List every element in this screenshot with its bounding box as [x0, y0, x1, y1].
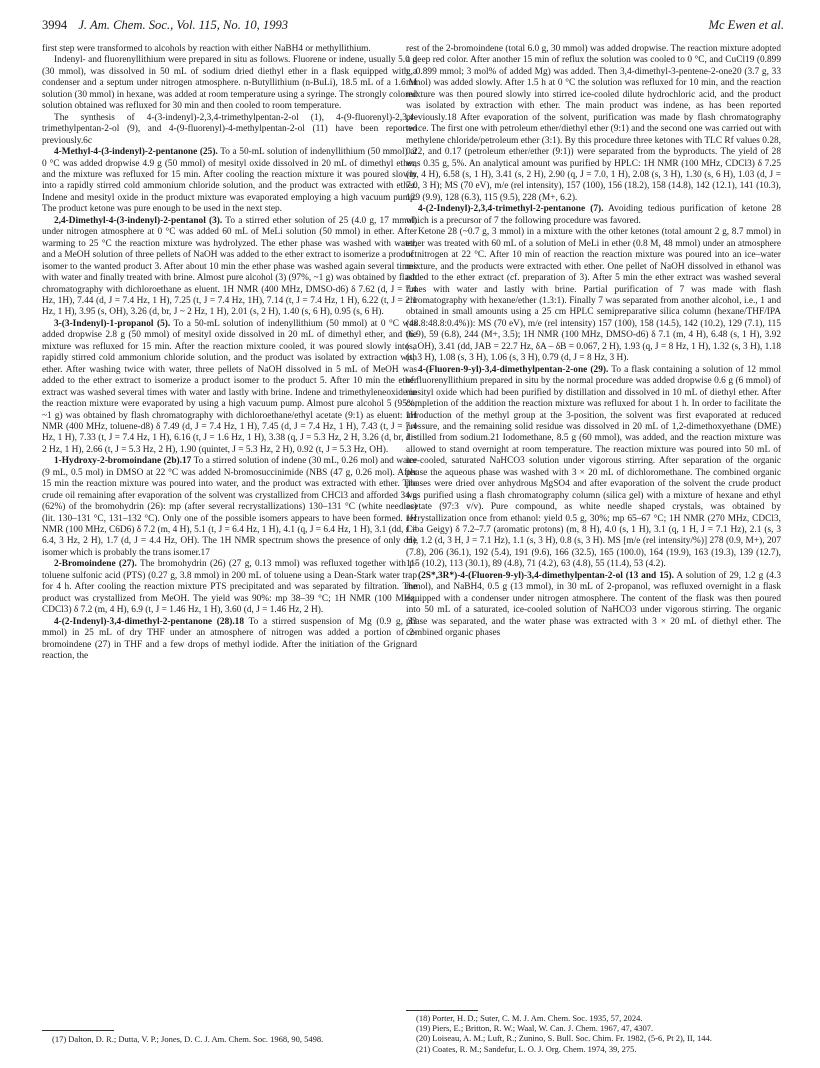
paragraph-heading: 2-Bromoindene (27). — [54, 559, 137, 570]
paragraph-text: A solution of 29, 1.2 g (4.3 mmol), and NaBH4, 0.5 g (13 mmol), in 30 mL of 2-propanol, was refluxed overnight in a flask equipped with a condenser under nitrogen atmosphere. The content of the flask was then poured into 50 mL of a saturated, ice-cooled solution of NaHCO3 under vigorous stirring. The organic phase was separated, and the water phase was extracted with 3 × 20 mL of diethyl ether. The combined organic phases — [406, 570, 781, 639]
paragraph-heading: 4-(2-Indenyl)-3,4-dimethyl-2-pentanone (28).18 — [54, 616, 245, 627]
paragraph-text: The synthesis of 4-(3-indenyl)-2,3,4-trimethylpentan-2-ol (1), 4-(9-fluorenyl)-2,3,4-trimethylpentan-2-ol (9), and 4-(9-fluorenyl)-4-methylpentan-2-ol (11) have been reported previously.6c — [42, 112, 417, 146]
paragraph-text: The bromohydrin (26) (27 g, 0.13 mmol) was refluxed together with p-toluene sulfonic acid (PTS) (0.27 g, 3.8 mmol) in 200 mL of toluene using a Dean-Stark water trap for 4 h. After cooling the reaction mixture PTS precipitated and was separated by filtration. The product was crystallized from MeOH. The yield was 90%: mp 38–39 °C; 1H NMR (100 MHz, CDCl3) δ 7.2 (m, 4 H), 6.9 (t, J = 1.46 Hz, 1 H), 3.60 (d, J = 1.46 Hz, 2 H). — [42, 559, 417, 616]
left-footnotes — [42, 1034, 417, 1044]
paragraph — [42, 113, 417, 147]
paragraph-text: Ketone 28 (~0.7 g, 3 mmol) in a mixture with the other ketones (total amount 2 g, 8.7 mmol) in ether was treated with 60 mL of a solution of MeLi in ether (0.8 M, 48 mmol) under an atmosphere of nitrogen at 22 °C. After 10 min of reaction the reaction mixture was poured into an ice–water mixture, and the products were extracted with ether. One pellet of NaOH dissolved in ethanol was added to the ether extract (cf. preparation of 3). After 5 min the ether extract was washed several times with water and lastly with brine. Partial purification of 7 was made with flash chromatography with hexane/ether (1.3:1). Finally 7 was separated from another alcohol, i.e., 1 and obtained in small amounts using a 25 cm HPLC semipreparative silica column (hexane/THF/IPA (48.8:48.8:0.4%)): MS (70 eV), m/e (rel intensity) 157 (100), 158 (14.5), 142 (10.2), 129 (7.1), 115 (6.9), 59 (6.8), 244 (M+, 3.5); 1H NMR (100 MHz, DMSO-d6) δ 7.1 (m, 4 H), 6.48 (s, 1 H), 3.92 (s, OH), 3.41 (dd, JAB = 22.7 Hz, δA – δB = 0.067, 2 H), 1.93 (q, J = 8 Hz, 1 H), 1.32 (s, 3 H), 1.18 (s, 3 H), 1.08 (s, 3 H), 1.06 (s, 3 H), 0.79 (d, J = 8 Hz, 3 H). — [406, 227, 781, 364]
header-authors: Mc Ewen et al. — [708, 18, 784, 32]
paragraph — [42, 55, 417, 112]
paragraph-heading: (2S*,3R*)-4-(Fluoren-9-yl)-3,4-dimethylpentan-2-ol (13 and 15). — [418, 570, 674, 581]
footnote: (20) Loiseau, A. M.; Luft, R.; Zunino, S. Bull. Soc. Chim. Fr. 1982, (5-6, Pt 2), II, 144. — [416, 1033, 712, 1044]
right-footnote-rule — [406, 1010, 478, 1011]
paragraph-text: To a 50-mL solution of indenyllithium (50 mmol) at 0 °C was added dropwise 2.8 g (50 mmol) of mesityl oxide dissolved in 20 mL of dimethyl ether, and the mixture was refluxed for 15 min. After the reaction mixture cooled, it was poured slowly into a rapidly stirred cold ammonium chloride solution, and the product was isolated by extraction with ether. After washing twice with water, three pellets of NaOH dissolved in 5 mL of MeOH was added to the ether extract to isomerize a product isomer to the product 5. After 10 min the ether extract was washed several times with water and lastly with brine. Indene and trimethyleneoxide in the reaction mixture were evaporated by using a high vacuum pump. Almost pure alcohol 5 (95%, ~1 g) was obtained by flash chromatography with dichloroethane/ethyl acetate (9:1) as eluent: 1H NMR (400 MHz, toluene-d8) δ 7.49 (d, J = 7.4 Hz, 1 H), 7.45 (d, J = 7.4 Hz, 1 H), 7.43 (t, J = 7.4 Hz, 1 H), 7.33 (t, J = 7.4 Hz, 1 H), 6.16 (t, J = 1.6 Hz, 1 H), 3.38 (q, J = 5.3 Hz, 2 H, 3.26 (d, br, J ~ 2 Hz, 1 H), 2.66 (t, J = 5.3 Hz, 2 H), 1.90 (quintet, J = 5.3 Hz, 2 H), 0.92 (t, J = 5.3 Hz, OH). — [42, 318, 417, 455]
paragraph — [42, 319, 417, 456]
footnote: (18) Porter, H. D.; Suter, C. M. J. Am. Chem. Soc. 1935, 57, 2024. — [416, 1013, 643, 1023]
paragraph — [42, 216, 417, 319]
footnote: (17) Dalton, D. R.; Dutta, V. P.; Jones, D. C. J. Am. Chem. Soc. 1968, 90, 5498. — [52, 1034, 324, 1044]
paragraph-text: To a 50-mL solution of indenyllithium (50 mmol) at 0 °C was added dropwise 4.9 g (50 mmol) of mesityl oxide dissolved in 20 mL of dimethyl ether, and the mixture was refluxed for 15 min. After cooling the reaction mixture it was poured slowly into a rapidly stirred cold ammonium chloride solution, and the product was extracted with ether. Indene and mesityl oxide in the product mixture was evaporated employing a high vacuum pump. The product ketone was pure enough to be used in the next step. — [42, 147, 417, 215]
paragraph-heading: 3-(3-Indenyl)-1-propanol (5). — [54, 318, 171, 329]
paragraph-text: rest of the 2-bromoindene (total 6.0 g, 30 mmol) was added dropwise. The reaction mixture adopted a deep red color. After another 15 min of reflux the solution was cooled to 0 °C, and CuCl19 (0.899 g, 0.899 mmol; 3 mol% of added Mg) was added. Then 3,4-dimethyl-3-pentene-2-one20 (3.7 g, 33 mmol) was added slowly. After 1.5 h at 0 °C the solution was refluxed for 10 min, and the reaction mixture was then poured slowly into stirred ice-cooled dilute hydrochloric acid, and the product was isolated by extraction with ether. The main product was indene, as has been reported previously.18 After evaporation of the solvent, purification was made by flash chromatography twice. The first one with petroleum ether/diethyl ether (9:1) and the second one was carried out with methylene chloride/petroleum ether (3:1). By this procedure three ketones with TLC Rf values 0.28, 0.22, and 0.17 (petroleum ether/ether (9:1)) were separated from the byproducts. The yield of 28 was 0.35 g, 5%. An analytical amount was purified by HPLC: 1H NMR (100 MHz, CDCl3) δ 7.25 (m, 4 H), 6.58 (s, 1 H), 3.41 (s, 2 H), 2.90 (q, J = 7.0, 1 H), 2.08 (s, 3 H), 1.30 (s, 6 H), 1.03 (d, J = 7.0, 3 H); MS (70 eV), m/e (rel intensity), 157 (100), 156 (18.2), 158 (14.8), 142 (12.1), 141 (10.3), 129 (9.9), 128 (6.3), 115 (9.5), 228 (M+, 6.2). — [406, 44, 781, 203]
right-column — [406, 44, 781, 640]
paragraph-text: To a flask containing a solution of 12 mmol of fluorenyllithium prepared in situ by the normal procedure was added dropwise 0.6 g (6 mmol) of mesityl oxide which had been purified by distillation and dissolved in 10 mL of diethyl ether. After completion of the addition the reaction mixture was refluxed for about 1 h. In order to facilitate the introduction of the methyl group at the 3-position, the solvent was first evaporated at reduced pressure, and the remaining solid residue was dissolved in 20 mL of 1,2-dimethoxyethane (DME) distilled from sodium.21 Iodomethane, 8.5 g (60 mmol), was added, and the reaction mixture was allowed to stand overnight at room temperature. The reaction mixture was poured into 50 mL of ice-cooled, saturated NaHCO3 solution under vigorous stirring. After separation of the organic phase the aqueous phase was washed with 3 × 20 mL of dichloromethane. The combined organic phases were dried over anhydrous MgSO4 and after evaporation of the solvent the crude product was purified using a flash chromatography column (silica gel) with a mixture of hexane and ethyl acetate (97:3 v/v). Pure compound, as white needle shaped crystals, was obtained by recrystallization once from ethanol: yield 0.5 g, 30%; mp 65–67 °C; 1H NMR (270 MHz, CDCl3, Ciba Geigy) δ 7.2–7.7 (aromatic protons) (m, 8 H), 4.0 (s, 1 H), 3.1 (q, 1 H, J = 7.1 Hz), 2.1 (s, 3 H), 1.2 (d, 3 H, J = 7.1 Hz), 1.1 (s, 3 H), 0.8 (s, 3 H). MS [m/e (rel intensity/%)] 278 (0.9, M+), 207 (7.8), 206 (36.1), 192 (5.4), 191 (9.6), 166 (32.5), 165 (100.0), 164 (19.9), 163 (19.3), 139 (12.7), 115 (10.2), 113 (30.1), 89 (4.8), 71 (4.2), 63 (4.8), 55 (11.4), 53 (4.2). — [406, 364, 781, 570]
paragraph — [42, 617, 417, 663]
left-column — [42, 44, 417, 662]
paragraph-heading: 4-Methyl-4-(3-indenyl)-2-pentanone (25). — [54, 147, 218, 158]
right-footnotes — [406, 1013, 781, 1054]
paragraph — [42, 456, 417, 559]
paragraph — [406, 571, 781, 640]
paragraph-heading: 1-Hydroxy-2-bromoindane (2b).17 — [54, 456, 192, 467]
page-number: 3994 — [42, 18, 68, 32]
paragraph — [406, 204, 781, 227]
paragraph-heading: 4-(Fluoren-9-yl)-3,4-dimethylpentan-2-one (29). — [418, 364, 609, 375]
footnote: (19) Piers, E.; Britton, R. W.; Waal, W. Can. J. Chem. 1967, 47, 4307. — [416, 1023, 654, 1034]
paragraph — [42, 44, 417, 55]
paragraph-text: To a stirred solution of indene (30 mL, 0.26 mol) and water (9 mL, 0.5 mol) in DMSO at 22 °C was added N-bromosuccinimide (NBS (47 g, 0.26 mol). After 15 min the reaction mixture was poured into water, and the product was extracted with ether. The crude oil remaining after evaporation of the solvent was crystallized from CHCl3 and afforded 34 g (62%) of the bromohydrin (26): mp (after several recrystallizations) 130–131 °C (white needles) (lit. 130–131 °C, 131–132 °C). Only one of the possible isomers appears to have been formed. 1H NMR (100 MHz, C6D6) δ 7.2 (m, 4 H), 5.1 (t, J = 6.4 Hz, 1 H), 4.1 (q, J = 6.4 Hz, 1 H), 3.1 (dd, J = 6.4, 3 Hz, 2 H), 1.7 (d, J = 4.4 Hz, OH). The 1H NMR spectrum shows the presence of only one isomer which is probably the trans isomer.17 — [42, 456, 417, 558]
paragraph — [42, 147, 417, 216]
paragraph-text: Avoiding tedious purification of ketone 28 which is a precursor of 7 the following procedure was favored. — [406, 204, 781, 226]
paragraph-heading: 4-(2-Indenyl)-2,3,4-trimethyl-2-pentanone (7). — [418, 204, 604, 215]
paragraph — [406, 365, 781, 571]
journal-citation: J. Am. Chem. Soc., Vol. 115, No. 10, 1993 — [78, 18, 289, 32]
paragraph — [406, 227, 781, 364]
left-footnote-rule — [42, 1030, 114, 1031]
paragraph — [406, 44, 781, 204]
header-left — [42, 18, 288, 33]
running-header — [42, 18, 784, 38]
paragraph-heading: 2,4-Dimethyl-4-(3-indenyl)-2-pentanol (3). — [54, 215, 223, 226]
footnote: (21) Coates, R. M.; Sandefur, L. O. J. Org. Chem. 1974, 39, 275. — [416, 1043, 637, 1054]
paragraph — [42, 559, 417, 616]
paragraph-text: To a stirred suspension of Mg (0.9 g, 33 mmol) in 25 mL of dry THF under an atmosphere of nitrogen was added a portion of 2-bromoindene (27) in THF and a few drops of methyl iodide. After the initiation of the Grignard reaction, the — [42, 616, 417, 662]
paragraph-text: To a stirred ether solution of 25 (4.0 g, 17 mmol) under nitrogen atmosphere at 0 °C was added 60 mL of MeLi solution (50 mmol) in ether. After warming to 25 °C the reaction mixture was hydrolyzed. The ether phase was washed with water, and a MeOH solution of three pellets of NaOH was added to the ether extract to isomerize a product isomer to the wanted product 3. After about 10 min the ether phase was washed again several times with water and finally treated with brine. Almost pure alcohol (3) (97%, ~1 g) was obtained by flash chromatography with dichloroethane as eluent. 1H NMR (400 MHz, DMSO-d6) δ 7.62 (d, J = 7.4 Hz, 1H), 7.44 (d, J = 7.4 Hz, 1 H), 7.25 (t, J = 7.4 Hz, 1H), 7.14 (t, J = 7.4 Hz, 1 H), 6.22 (t, J = 2.1 Hz, 1 H), 3.95 (s, OH), 3.26 (d, br, J ~ 2 Hz, 1 H), 2.01 (s, 2 H), 1.40 (s, 6 H), 0.95 (s, 6 H). — [42, 215, 417, 318]
paragraph-text: first step were transformed to alcohols by reaction with either NaBH4 or methyllithium. — [42, 44, 371, 54]
paragraph-text: Indenyl- and fluorenyllithium were prepared in situ as follows. Fluorene or indene, usually 5.0 g (30 mmol), was dissolved in 50 mL of sodium dried diethyl ether in a flask equipped with a condenser and a septum under nitrogen atmosphere. n-Butyllithium (n-BuLi), 18.5 mL of a 1.6 M solution (30 mmol) in hexane, was added at room temperature using a syringe. The strongly colored solution obtained was refluxed for 30 min and then cooled to room temperature. — [42, 55, 417, 112]
